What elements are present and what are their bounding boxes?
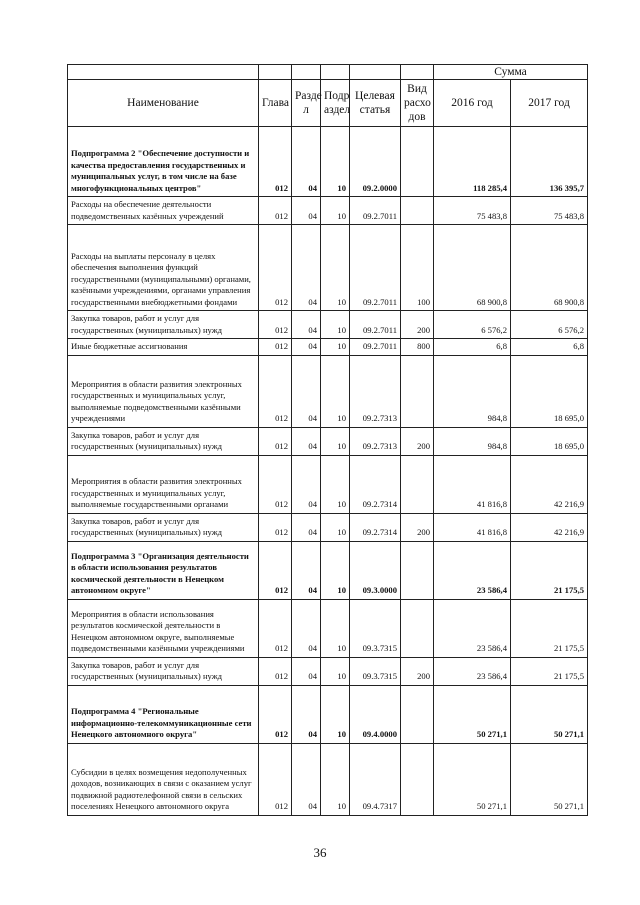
- row-razdel: 04: [292, 657, 321, 685]
- row-vid: [401, 355, 434, 427]
- table-row: [68, 743, 588, 815]
- row-2016: 118 285,4: [434, 127, 511, 197]
- header-blank: [350, 65, 401, 80]
- row-glava: 012: [259, 197, 292, 225]
- header-blank: [292, 65, 321, 80]
- row-vid: [401, 541, 434, 599]
- budget-table: [67, 64, 588, 816]
- header-2016: 2016 год: [434, 80, 511, 127]
- row-2017: 18 695,0: [511, 355, 588, 427]
- row-celevaya: 09.2.7314: [350, 455, 401, 513]
- row-name: Мероприятия в области развития электронных государственных и муниципальных услуг, выполняемые государственными органами: [68, 455, 259, 513]
- row-razdel: 04: [292, 455, 321, 513]
- row-2016: 23 586,4: [434, 541, 511, 599]
- row-glava: 012: [259, 455, 292, 513]
- row-name: Мероприятия в области использования результатов космической деятельности в Ненецком автономном округе, выполняемые подведомственными казёнными учреждениями: [68, 599, 259, 657]
- row-celevaya: 09.2.0000: [350, 127, 401, 197]
- row-2017: 68 900,8: [511, 225, 588, 311]
- header-blank: [321, 65, 350, 80]
- header-vid: Вид расхо дов: [401, 80, 434, 127]
- table-row: [68, 657, 588, 685]
- row-razdel: 04: [292, 427, 321, 455]
- row-razdel: 04: [292, 225, 321, 311]
- row-2017: 136 395,7: [511, 127, 588, 197]
- row-vid: 200: [401, 427, 434, 455]
- row-celevaya: 09.2.7011: [350, 311, 401, 339]
- table-row: [68, 225, 588, 311]
- header-sum: Сумма: [434, 65, 588, 80]
- row-2016: 41 816,8: [434, 513, 511, 541]
- row-celevaya: 09.2.7011: [350, 225, 401, 311]
- row-name: Расходы на обеспечение деятельности подведомственных казённых учреждений: [68, 197, 259, 225]
- row-2016: 23 586,4: [434, 599, 511, 657]
- table-row: [68, 599, 588, 657]
- row-podrazdel: 10: [321, 513, 350, 541]
- row-celevaya: 09.4.7317: [350, 743, 401, 815]
- row-vid: [401, 685, 434, 743]
- row-celevaya: 09.3.7315: [350, 599, 401, 657]
- table-row: [68, 685, 588, 743]
- row-name: Закупка товаров, работ и услуг для государственных (муниципальных) нужд: [68, 427, 259, 455]
- row-vid: [401, 197, 434, 225]
- row-razdel: 04: [292, 685, 321, 743]
- row-2016: 984,8: [434, 355, 511, 427]
- header-name: Наименование: [68, 80, 259, 127]
- row-name: Иные бюджетные ассигнования: [68, 339, 259, 356]
- row-vid: [401, 599, 434, 657]
- row-podrazdel: 10: [321, 541, 350, 599]
- row-name: Закупка товаров, работ и услуг для государственных (муниципальных) нужд: [68, 657, 259, 685]
- row-glava: 012: [259, 225, 292, 311]
- row-podrazdel: 10: [321, 127, 350, 197]
- row-celevaya: 09.2.7313: [350, 355, 401, 427]
- row-2016: 984,8: [434, 427, 511, 455]
- row-name: Мероприятия в области развития электронных государственных и муниципальных услуг, выполняемые подведомственными казёнными учреждениями: [68, 355, 259, 427]
- row-glava: 012: [259, 599, 292, 657]
- row-podrazdel: 10: [321, 225, 350, 311]
- row-2017: 6,8: [511, 339, 588, 356]
- table-row: [68, 127, 588, 197]
- row-2017: 42 216,9: [511, 455, 588, 513]
- row-podrazdel: 10: [321, 743, 350, 815]
- row-2016: 50 271,1: [434, 685, 511, 743]
- row-podrazdel: 10: [321, 455, 350, 513]
- table-row: [68, 455, 588, 513]
- row-podrazdel: 10: [321, 657, 350, 685]
- row-name: Подпрограмма 3 "Организация деятельности в области использования результатов космической деятельности в Ненецком автономном округе": [68, 541, 259, 599]
- row-2016: 23 586,4: [434, 657, 511, 685]
- row-podrazdel: 10: [321, 427, 350, 455]
- row-glava: 012: [259, 541, 292, 599]
- row-razdel: 04: [292, 355, 321, 427]
- table-row: [68, 339, 588, 356]
- row-celevaya: 09.2.7313: [350, 427, 401, 455]
- row-razdel: 04: [292, 197, 321, 225]
- table-row: [68, 513, 588, 541]
- row-celevaya: 09.2.7314: [350, 513, 401, 541]
- row-2017: 50 271,1: [511, 685, 588, 743]
- row-2017: 21 175,5: [511, 541, 588, 599]
- header-podrazdel: Подр аздел: [321, 80, 350, 127]
- row-name: Расходы на выплаты персоналу в целях обеспечения выполнения функций государственными (муниципальными) органами, казёнными учреждениями, органами управления государственными внебюджетными фондами: [68, 225, 259, 311]
- table-row: [68, 311, 588, 339]
- row-celevaya: 09.3.7315: [350, 657, 401, 685]
- row-glava: 012: [259, 427, 292, 455]
- row-glava: 012: [259, 127, 292, 197]
- row-podrazdel: 10: [321, 599, 350, 657]
- row-2017: 75 483,8: [511, 197, 588, 225]
- row-podrazdel: 10: [321, 339, 350, 356]
- row-razdel: 04: [292, 743, 321, 815]
- row-podrazdel: 10: [321, 197, 350, 225]
- row-glava: 012: [259, 311, 292, 339]
- row-celevaya: 09.2.7011: [350, 197, 401, 225]
- row-razdel: 04: [292, 311, 321, 339]
- row-vid: 800: [401, 339, 434, 356]
- row-2016: 6,8: [434, 339, 511, 356]
- row-celevaya: 09.4.0000: [350, 685, 401, 743]
- row-razdel: 04: [292, 541, 321, 599]
- row-vid: 200: [401, 311, 434, 339]
- table-row: [68, 197, 588, 225]
- row-glava: 012: [259, 743, 292, 815]
- row-name: Подпрограмма 2 "Обеспечение доступности и качества предоставления государственных и муниципальных услуг, в том числе на базе многофункциональных центров": [68, 127, 259, 197]
- row-razdel: 04: [292, 339, 321, 356]
- header-razdel: Разде л: [292, 80, 321, 127]
- row-2017: 18 695,0: [511, 427, 588, 455]
- row-podrazdel: 10: [321, 355, 350, 427]
- header-celevaya: Целевая статья: [350, 80, 401, 127]
- row-name: Закупка товаров, работ и услуг для государственных (муниципальных) нужд: [68, 513, 259, 541]
- row-vid: [401, 743, 434, 815]
- row-razdel: 04: [292, 599, 321, 657]
- row-2016: 75 483,8: [434, 197, 511, 225]
- row-2017: 50 271,1: [511, 743, 588, 815]
- header-blank: [401, 65, 434, 80]
- row-podrazdel: 10: [321, 685, 350, 743]
- row-glava: 012: [259, 339, 292, 356]
- row-vid: 200: [401, 657, 434, 685]
- table-row: [68, 427, 588, 455]
- row-celevaya: 09.2.7011: [350, 339, 401, 356]
- row-name: Закупка товаров, работ и услуг для государственных (муниципальных) нужд: [68, 311, 259, 339]
- table-row: [68, 541, 588, 599]
- row-name: Подпрограмма 4 "Региональные информационно-телекоммуникационные сети Ненецкого автономного округа": [68, 685, 259, 743]
- row-2016: 68 900,8: [434, 225, 511, 311]
- row-2017: 42 216,9: [511, 513, 588, 541]
- row-razdel: 04: [292, 127, 321, 197]
- header-blank: [259, 65, 292, 80]
- row-2017: 21 175,5: [511, 657, 588, 685]
- table-row: [68, 355, 588, 427]
- row-glava: 012: [259, 685, 292, 743]
- row-name: Субсидии в целях возмещения недополученных доходов, возникающих в связи с оказанием услуг подвижной радиотелефонной связи в сельских поселениях Ненецкого автономного округа: [68, 743, 259, 815]
- row-vid: [401, 455, 434, 513]
- row-glava: 012: [259, 657, 292, 685]
- header-2017: 2017 год: [511, 80, 588, 127]
- row-celevaya: 09.3.0000: [350, 541, 401, 599]
- row-2017: 21 175,5: [511, 599, 588, 657]
- row-podrazdel: 10: [321, 311, 350, 339]
- row-glava: 012: [259, 355, 292, 427]
- row-vid: 100: [401, 225, 434, 311]
- row-razdel: 04: [292, 513, 321, 541]
- row-2017: 6 576,2: [511, 311, 588, 339]
- row-2016: 50 271,1: [434, 743, 511, 815]
- header-blank: [68, 65, 259, 80]
- header-glava: Глава: [259, 80, 292, 127]
- row-vid: [401, 127, 434, 197]
- row-glava: 012: [259, 513, 292, 541]
- page-number: 36: [313, 845, 327, 860]
- row-2016: 41 816,8: [434, 455, 511, 513]
- row-2016: 6 576,2: [434, 311, 511, 339]
- row-vid: 200: [401, 513, 434, 541]
